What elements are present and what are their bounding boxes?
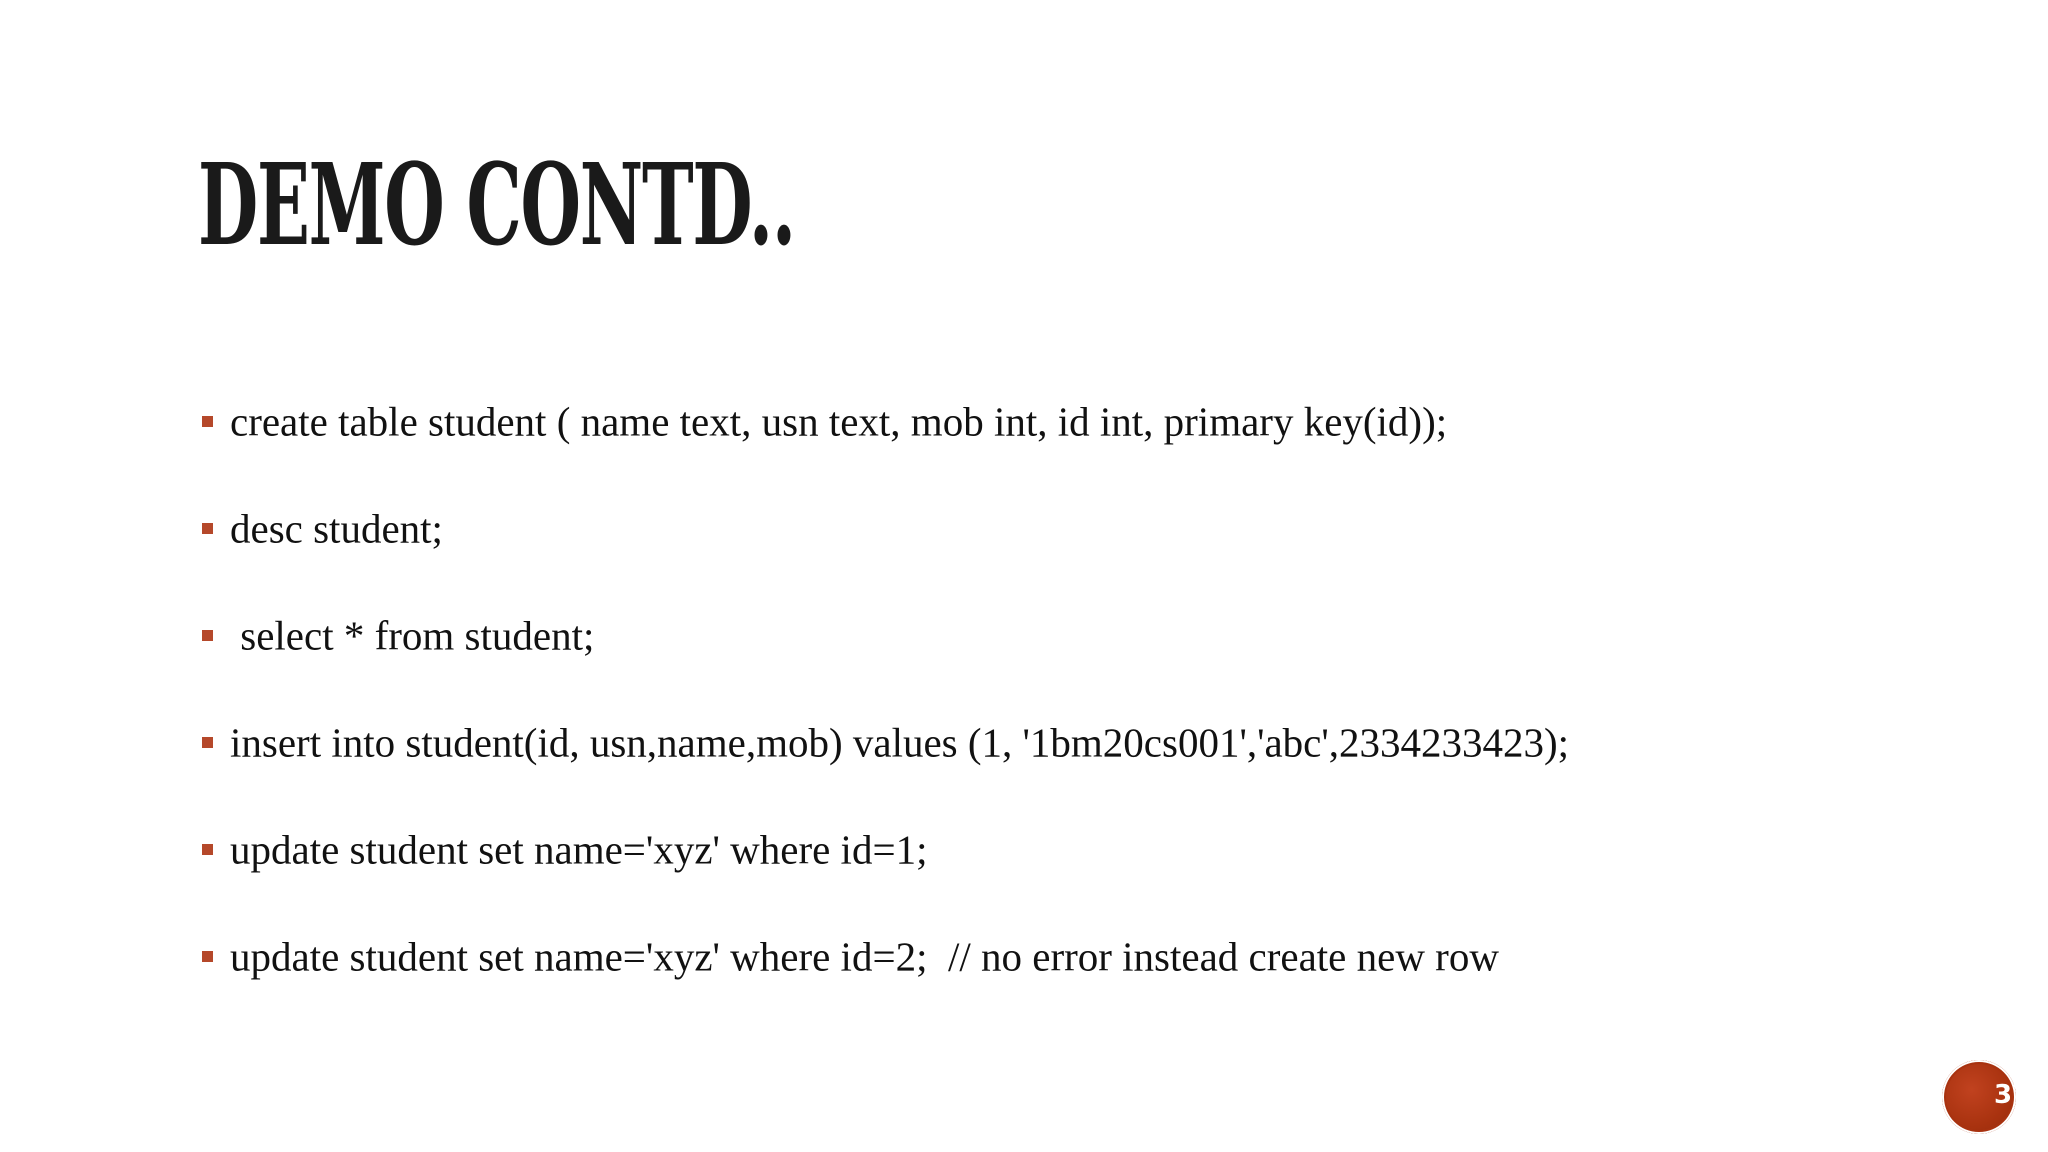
bullet-item bbox=[198, 475, 1898, 582]
bullet-item bbox=[198, 582, 1898, 689]
bullet-list bbox=[198, 368, 1898, 1010]
square-bullet-icon bbox=[202, 630, 213, 641]
bullet-text: select * from student; bbox=[230, 611, 595, 658]
bullet-text: desc student; bbox=[230, 504, 443, 551]
square-bullet-icon bbox=[202, 951, 213, 962]
square-bullet-icon bbox=[202, 844, 213, 855]
page-number: 37 bbox=[1994, 1080, 2031, 1110]
bullet-text: update student set name='xyz' where id=1; bbox=[230, 825, 928, 872]
bullet-item bbox=[198, 689, 1898, 796]
bullet-item bbox=[198, 903, 1898, 1010]
bullet-text: insert into student(id, usn,name,mob) values (1, '1bm20cs001','abc',2334233423); bbox=[230, 718, 1570, 765]
bullet-text: create table student ( name text, usn text, mob int, id int, primary key(id)); bbox=[230, 397, 1448, 444]
bullet-text: update student set name='xyz' where id=2; // no error instead create new row bbox=[230, 932, 1499, 979]
slide-title: DEMO CONTD.. bbox=[198, 140, 795, 271]
square-bullet-icon bbox=[202, 523, 213, 534]
page-number-badge bbox=[1942, 1060, 2031, 1134]
bullet-item bbox=[198, 796, 1898, 903]
square-bullet-icon bbox=[202, 416, 213, 427]
square-bullet-icon bbox=[202, 737, 213, 748]
bullet-item bbox=[198, 368, 1898, 475]
